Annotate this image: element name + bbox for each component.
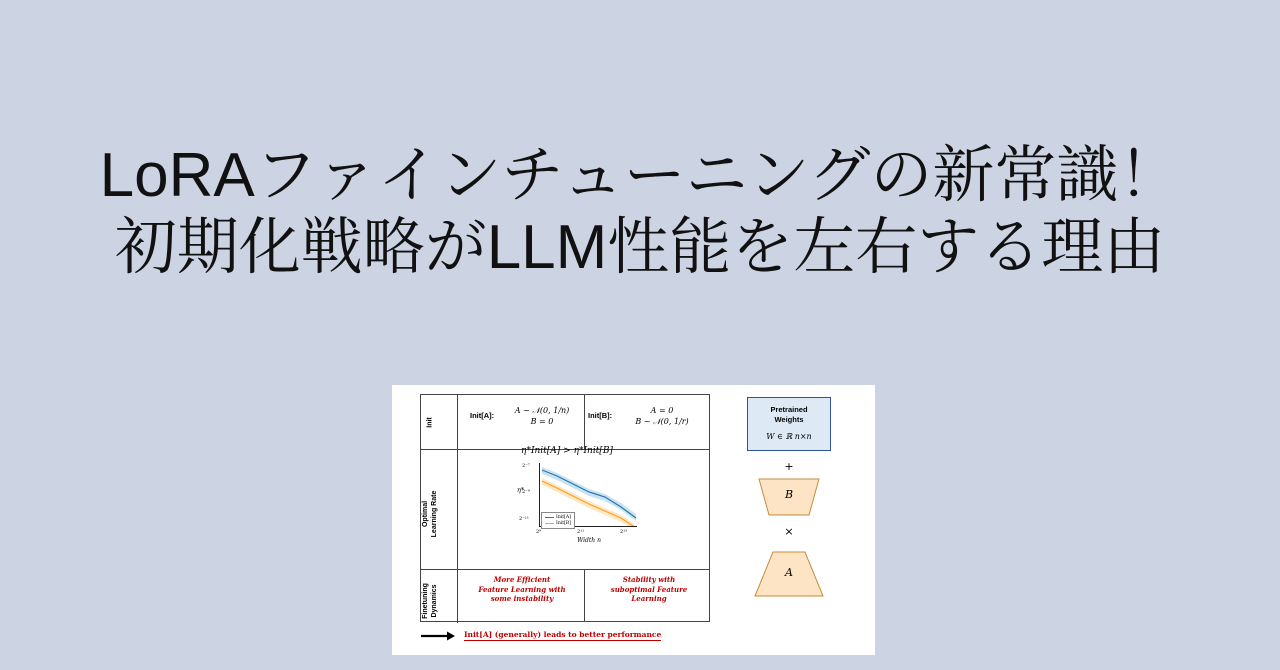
plot-xtick-2: 2¹³ [620,529,628,535]
plot-ytick-0: 2⁻⁷ [522,463,530,469]
footnote-text: Init[A] (generally) leads to better performance [464,630,662,639]
legend-label: Init[B] [556,520,572,526]
matrix-b-label: B [784,488,794,501]
init-a-math: A ~ 𝒩(0, 1/n) B = 0 [514,406,570,426]
plot-xtick-0: 2⁹ [536,529,542,535]
arrow-right-icon [420,631,456,641]
pretrained-title-2: Weights [774,415,804,424]
plot-legend [541,512,575,529]
init-a-label: Init[A]: [470,411,495,420]
lr-comparison-math: η*Init[A] > η*Init[B] [521,446,613,456]
page-title [0,140,1280,284]
title-line-2: 初期化戦略がLLM性能を左右する理由 [114,213,1166,282]
init-b-math: A = 0 B ~ 𝒩(0, 1/r) [635,406,689,426]
footnote-row [420,630,850,641]
optimal-lr-plot [517,459,645,547]
figure-panel [392,385,875,655]
plot-ytick-1: 2⁻⁹ [522,489,530,495]
legend-swatch-icon [545,523,554,525]
dynamics-init-a-text: More Efficient Feature Learning with some instability [478,575,566,603]
row-header-finetuning-dynamics: Finetuning Dynamics [422,583,438,619]
plus-operator-icon: + [784,460,794,473]
plot-ytick-2: 2⁻¹¹ [519,516,529,522]
pretrained-title-1: Pretrained [770,405,808,414]
init-b-label: Init[B]: [588,411,613,420]
plot-xtick-1: 2¹¹ [577,529,585,535]
table-divider [584,569,585,622]
times-operator-icon: × [784,525,794,538]
title-line-1: LoRAファインチューニングの新常識！ [99,141,1181,210]
dynamics-init-b-text: Stability with suboptimal Feature Learning [610,575,688,603]
plot-xlabel: Width n [577,537,601,544]
table-divider [421,569,709,570]
table-divider [457,395,458,623]
pretrained-weights-box [747,397,831,451]
legend-swatch-icon [545,517,554,519]
pretrained-math: W ∈ ℝ n×n [766,432,812,441]
row-header-init: Init [426,417,434,428]
row-header-optimal-lr: Optimal Learning Rate [422,490,438,538]
matrix-a-label: A [785,566,793,579]
legend-label: Init[A] [556,514,571,520]
table-divider [584,395,585,449]
plot-ylabel: η* [517,486,525,494]
legend-item [545,521,571,527]
